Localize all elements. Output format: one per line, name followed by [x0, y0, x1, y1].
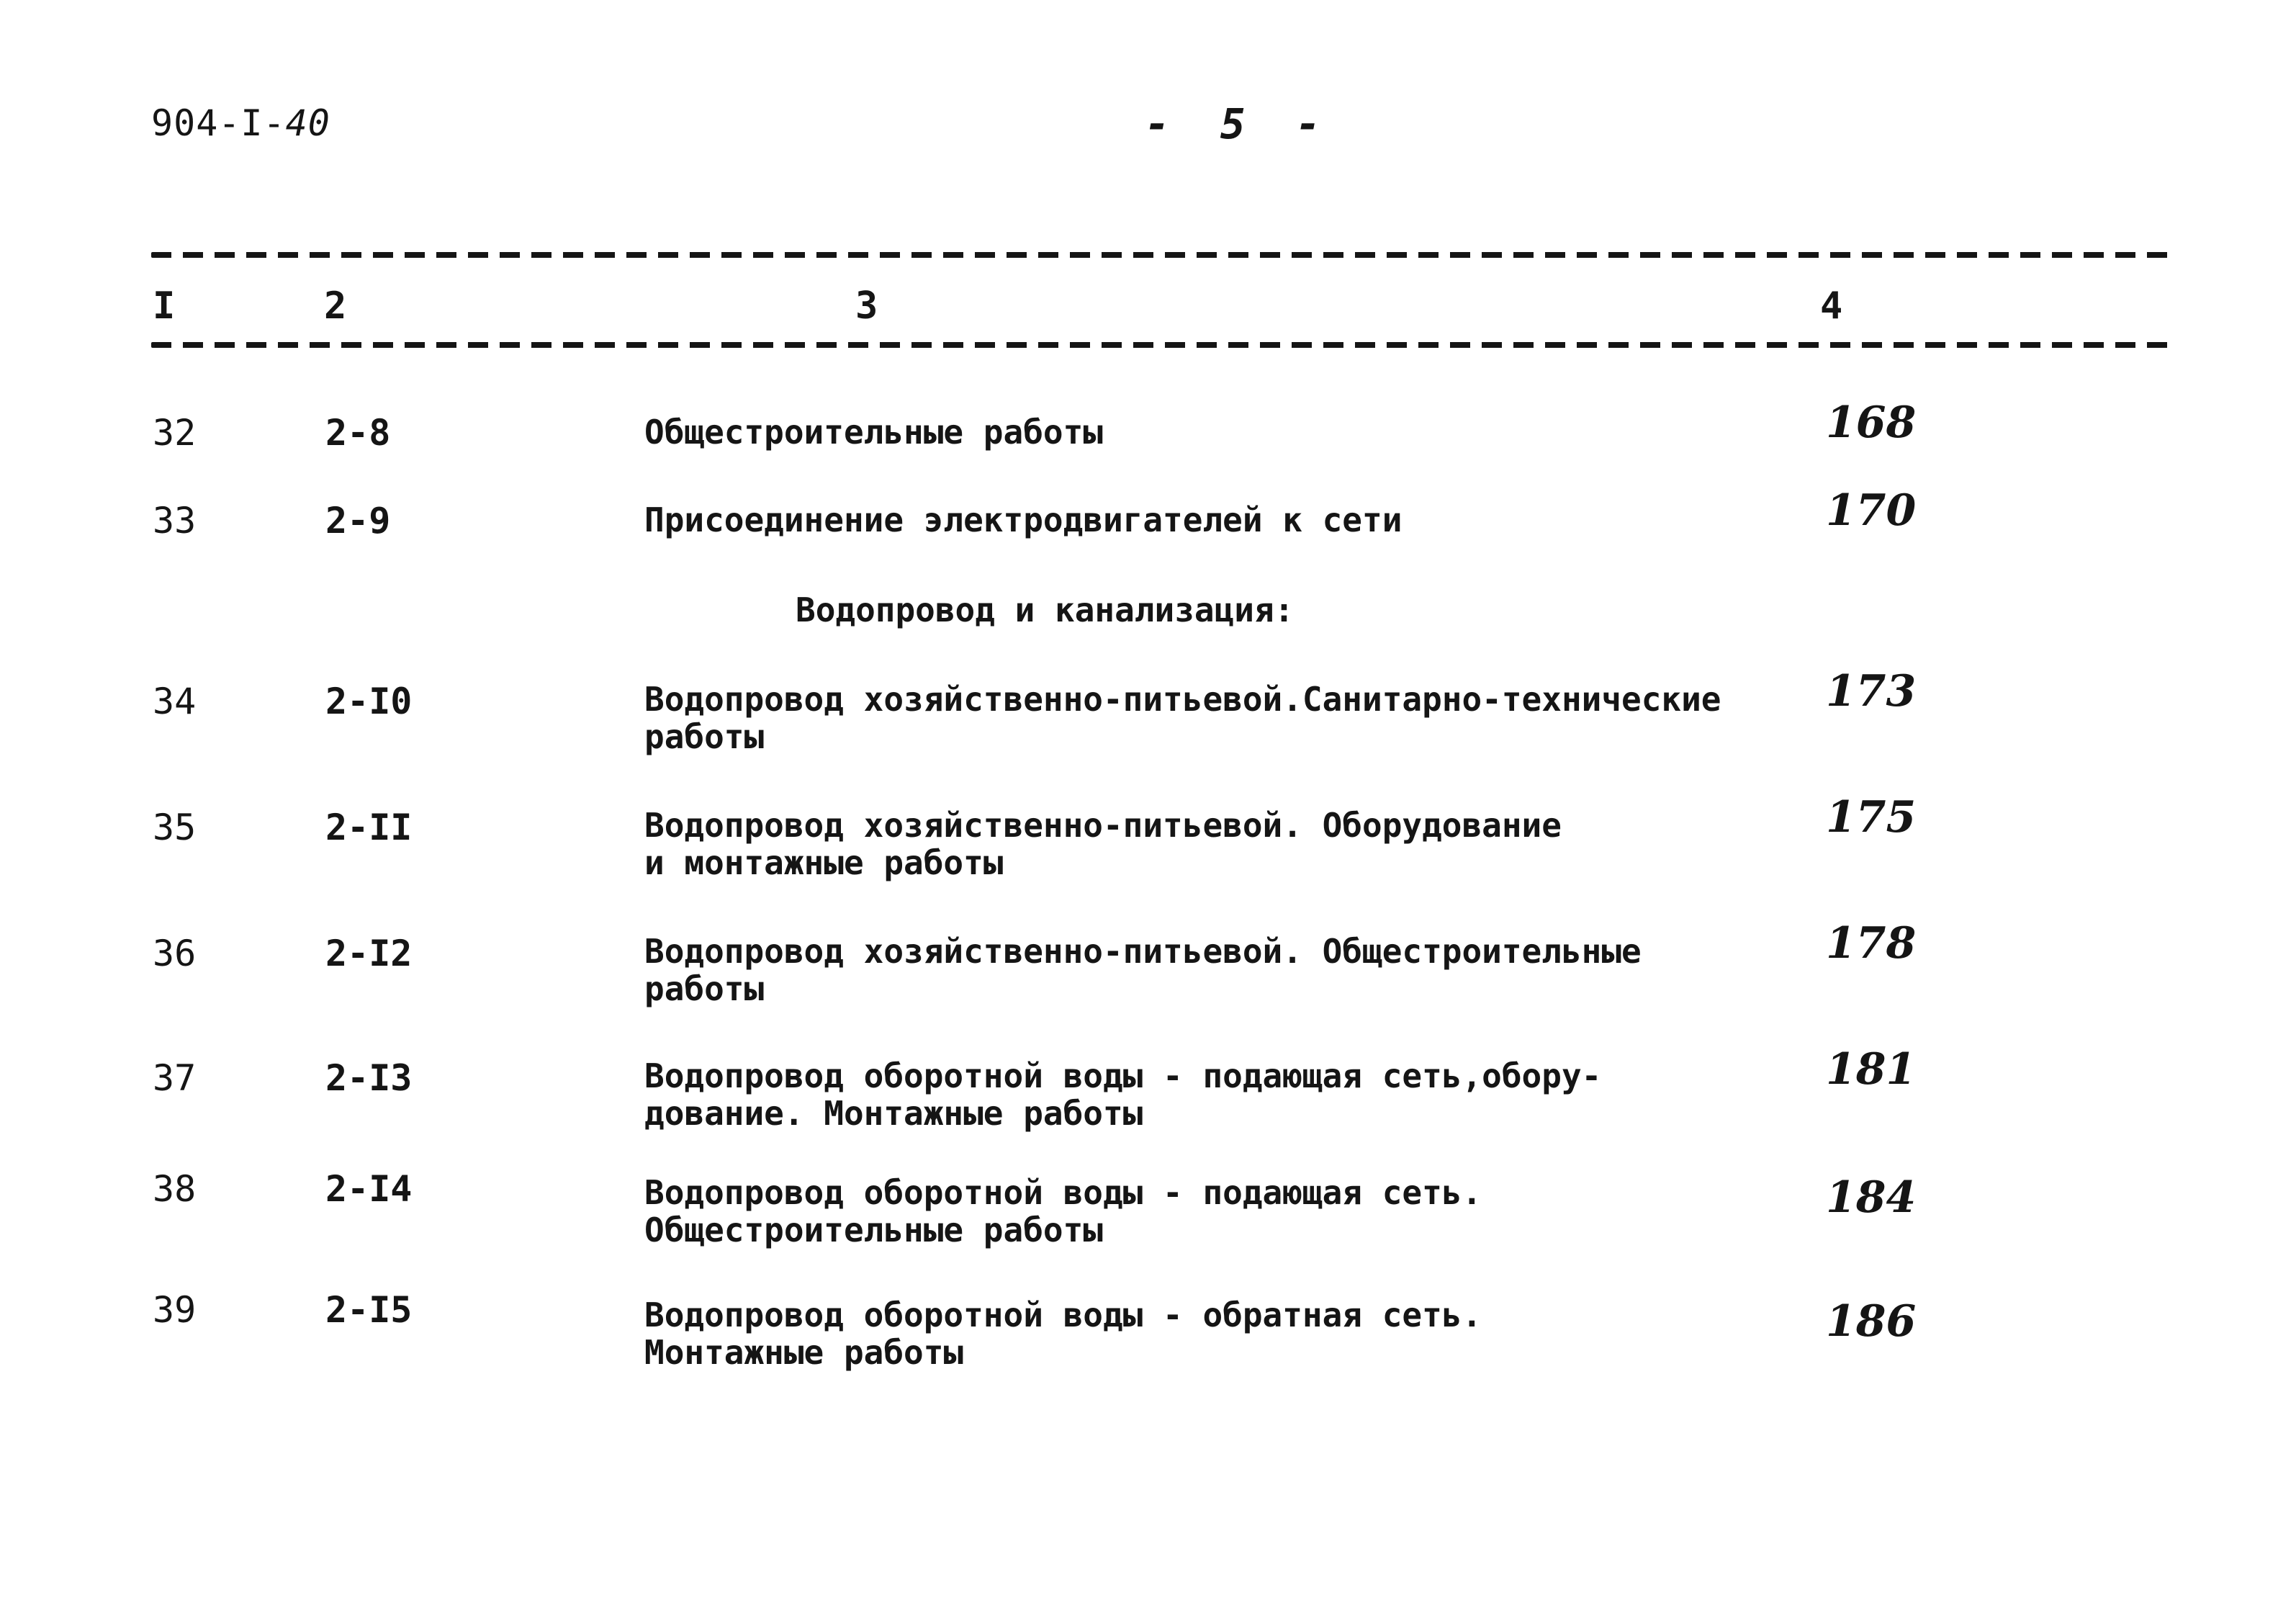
- row-number: 32: [153, 412, 197, 454]
- row-code: 2-I4: [325, 1168, 413, 1210]
- row-title: Водопровод хозяйственно-питьевой. Общестроительные работы: [644, 932, 1642, 1008]
- row-title: Водопровод оборотной воды - подающая сеть. Общестроительные работы: [644, 1173, 1482, 1249]
- row-page: 173: [1826, 666, 1917, 717]
- document-code: [151, 102, 330, 144]
- row-title: Общестроительные работы: [644, 413, 1103, 452]
- row-title: Присоединение электродвигателей к сети: [644, 500, 1403, 539]
- row-number: 39: [153, 1289, 197, 1331]
- row-code: 2-8: [325, 412, 391, 454]
- row-number: 38: [153, 1168, 197, 1210]
- row-page: 178: [1826, 918, 1917, 969]
- row-code: 2-I5: [325, 1289, 413, 1331]
- row-code: 2-9: [325, 500, 391, 542]
- row-number: 34: [153, 681, 197, 722]
- row-number: 36: [153, 933, 197, 974]
- row-number: 33: [153, 500, 197, 542]
- row-number: 37: [153, 1057, 197, 1099]
- table-header-dashed-rule: [151, 342, 2174, 348]
- table-top-dashed-rule: [151, 252, 2174, 258]
- row-page: 184: [1826, 1172, 1917, 1223]
- row-page: 168: [1826, 398, 1917, 448]
- row-page: 181: [1826, 1044, 1917, 1095]
- row-code: 2-I0: [325, 681, 413, 722]
- document-code-handwritten: 40: [285, 102, 330, 144]
- column-header-1: I: [153, 284, 176, 328]
- row-code: 2-I2: [325, 933, 413, 974]
- column-header-2: 2: [324, 284, 347, 328]
- row-code: 2-I3: [325, 1057, 413, 1099]
- page-number: - 5 -: [1145, 99, 1321, 148]
- document-code-printed: 904-I-: [151, 102, 286, 144]
- row-title: Водопровод оборотной воды - обратная сеть. Монтажные работы: [644, 1296, 1482, 1372]
- section-heading: Водопровод и канализация:: [796, 591, 1295, 629]
- row-page: 186: [1826, 1296, 1917, 1347]
- row-title: Водопровод хозяйственно-питьевой.Санитарно-технические работы: [644, 680, 1721, 756]
- row-title: Водопровод оборотной воды - подающая сеть,обору- дование. Монтажные работы: [644, 1056, 1602, 1133]
- row-page: 175: [1826, 792, 1917, 843]
- row-title: Водопровод хозяйственно-питьевой. Оборудование и монтажные работы: [644, 806, 1562, 882]
- column-header-4: 4: [1820, 284, 1843, 328]
- row-page: 170: [1826, 485, 1917, 536]
- column-header-3: 3: [855, 284, 878, 328]
- row-code: 2-II: [325, 807, 413, 848]
- row-number: 35: [153, 807, 197, 848]
